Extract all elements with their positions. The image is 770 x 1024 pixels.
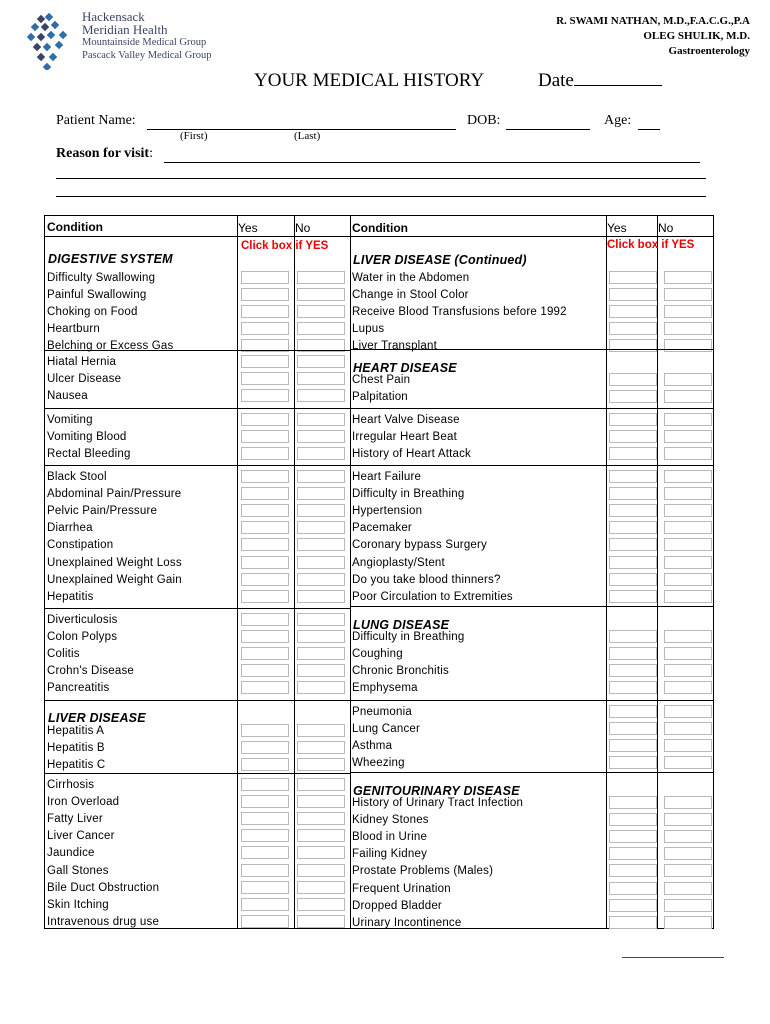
left-yes-checkbox[interactable] xyxy=(241,590,289,603)
left-condition-label: Vomiting xyxy=(47,414,93,426)
left-yes-checkbox[interactable] xyxy=(241,430,289,443)
left-yes-checkbox[interactable] xyxy=(241,355,289,368)
logo-diamond xyxy=(49,53,57,61)
right-no-checkbox[interactable] xyxy=(664,521,712,534)
right-yes-checkbox[interactable] xyxy=(609,288,657,301)
left-no-checkbox[interactable] xyxy=(297,846,345,859)
left-no-checkbox[interactable] xyxy=(297,881,345,894)
right-condition-label: Urinary Incontinence xyxy=(352,916,462,929)
divider xyxy=(237,216,238,928)
left-condition-label: Diverticulosis xyxy=(47,614,118,626)
dob-line[interactable] xyxy=(506,115,590,130)
logo-line-1: Hackensack xyxy=(82,9,145,24)
left-no-checkbox[interactable] xyxy=(297,758,345,771)
left-yes-checkbox[interactable] xyxy=(241,573,289,586)
left-yes-checkbox[interactable] xyxy=(241,630,289,643)
logo-line-2: Meridian Health xyxy=(82,22,168,37)
left-no-checkbox[interactable] xyxy=(297,413,345,426)
reason-label-text: Reason for visit xyxy=(56,146,150,161)
right-yes-checkbox[interactable] xyxy=(609,899,657,912)
right-yes-checkbox[interactable] xyxy=(609,756,657,769)
right-condition-label: Kidney Stones xyxy=(352,814,429,827)
right-yes-checkbox[interactable] xyxy=(609,847,657,860)
left-condition-label: Skin Itching xyxy=(47,898,109,911)
right-no-checkbox[interactable] xyxy=(664,390,712,403)
right-condition-label: Coronary bypass Surgery xyxy=(352,539,487,552)
right-yes-checkbox[interactable] xyxy=(609,882,657,895)
reason-line-3[interactable] xyxy=(56,196,706,197)
left-no-checkbox[interactable] xyxy=(297,864,345,877)
left-no-checkbox[interactable] xyxy=(297,630,345,643)
left-condition-label: Colitis xyxy=(47,648,80,661)
date-field[interactable] xyxy=(538,70,662,92)
divider xyxy=(350,408,713,409)
click-hint-right: Click box if YES xyxy=(607,239,695,251)
no-header-right: No xyxy=(658,221,674,235)
left-yes-checkbox[interactable] xyxy=(241,664,289,677)
right-section-title: HEART DISEASE xyxy=(353,361,457,375)
right-yes-checkbox[interactable] xyxy=(609,390,657,403)
left-condition-label: Unexplained Weight Gain xyxy=(47,573,182,586)
logo-diamond xyxy=(45,13,53,21)
left-condition-label: Vomiting Blood xyxy=(47,431,127,444)
right-condition-label: Liver Transplant xyxy=(352,340,438,353)
date-line[interactable] xyxy=(574,71,662,86)
right-yes-checkbox[interactable] xyxy=(609,538,657,551)
right-no-checkbox[interactable] xyxy=(664,556,712,569)
left-no-checkbox[interactable] xyxy=(297,795,345,808)
left-condition-label: Pancreatitis xyxy=(47,682,110,695)
left-yes-checkbox[interactable] xyxy=(241,288,289,301)
right-no-checkbox[interactable] xyxy=(664,504,712,517)
right-no-checkbox[interactable] xyxy=(664,882,712,895)
divider xyxy=(350,772,713,773)
left-no-checkbox[interactable] xyxy=(297,741,345,754)
left-yes-checkbox[interactable] xyxy=(241,487,289,500)
left-condition-label: Intravenous drug use xyxy=(47,915,160,928)
logo-line-4: Pascack Valley Medical Group xyxy=(82,50,212,61)
left-condition-label: Liver Cancer xyxy=(47,830,115,843)
right-no-checkbox[interactable] xyxy=(664,590,712,603)
right-no-checkbox[interactable] xyxy=(664,813,712,826)
right-section-title: LUNG DISEASE xyxy=(353,618,450,632)
left-yes-checkbox[interactable] xyxy=(241,271,289,284)
hospital-logo xyxy=(82,10,212,62)
right-yes-checkbox[interactable] xyxy=(609,556,657,569)
right-no-checkbox[interactable] xyxy=(664,630,712,643)
right-no-checkbox[interactable] xyxy=(664,373,712,386)
left-yes-checkbox[interactable] xyxy=(241,389,289,402)
right-no-checkbox[interactable] xyxy=(664,339,712,352)
right-yes-checkbox[interactable] xyxy=(609,722,657,735)
first-name-hint: (First) xyxy=(180,130,208,142)
right-yes-checkbox[interactable] xyxy=(609,864,657,877)
divider xyxy=(45,700,350,701)
left-condition-label: Hepatitis A xyxy=(47,725,105,737)
left-no-checkbox[interactable] xyxy=(297,322,345,335)
left-no-checkbox[interactable] xyxy=(297,647,345,660)
left-no-checkbox[interactable] xyxy=(297,521,345,534)
right-no-checkbox[interactable] xyxy=(664,430,712,443)
logo-line-3: Mountainside Medical Group xyxy=(82,37,207,48)
right-no-checkbox[interactable] xyxy=(664,487,712,500)
right-no-checkbox[interactable] xyxy=(664,847,712,860)
divider xyxy=(45,465,350,466)
right-condition-label: Wheezing xyxy=(352,757,405,770)
left-condition-label: Choking on Food xyxy=(47,306,138,319)
right-no-checkbox[interactable] xyxy=(664,739,712,752)
signature-line xyxy=(622,957,724,958)
left-yes-checkbox[interactable] xyxy=(241,864,289,877)
left-condition-label: Cirrhosis xyxy=(47,779,95,791)
right-no-checkbox[interactable] xyxy=(664,705,712,718)
logo-diamond xyxy=(27,33,35,41)
reason-label xyxy=(56,146,153,162)
logo-diamond xyxy=(37,33,45,41)
divider xyxy=(350,465,713,466)
doctor-1: R. SWAMI NATHAN, M.D.,F.A.C.G.,P.A xyxy=(556,15,750,27)
logo-diamond xyxy=(59,31,67,39)
right-yes-checkbox[interactable] xyxy=(609,813,657,826)
right-yes-checkbox[interactable] xyxy=(609,630,657,643)
left-no-checkbox[interactable] xyxy=(297,915,345,928)
patient-name-line[interactable] xyxy=(147,115,456,130)
left-condition-label: Diarrhea xyxy=(47,522,93,535)
condition-header-left: Condition xyxy=(47,220,103,234)
left-yes-checkbox[interactable] xyxy=(241,898,289,911)
right-condition-label: Emphysema xyxy=(352,682,418,695)
left-no-checkbox[interactable] xyxy=(297,681,345,694)
left-condition-label: Hepatitis B xyxy=(47,742,105,755)
divider xyxy=(350,216,351,928)
right-no-checkbox[interactable] xyxy=(664,664,712,677)
left-condition-label: Gall Stones xyxy=(47,864,109,877)
right-condition-label: Heart Failure xyxy=(352,471,422,483)
left-condition-label: Difficulty Swallowing xyxy=(47,272,156,284)
logo-diamond xyxy=(43,43,51,51)
right-condition-label: Lupus xyxy=(352,323,385,336)
last-name-hint: (Last) xyxy=(294,130,321,142)
age-line[interactable] xyxy=(638,115,660,130)
left-condition-label: Crohn's Disease xyxy=(47,665,135,678)
right-condition-label: Coughing xyxy=(352,648,403,661)
right-yes-checkbox[interactable] xyxy=(609,796,657,809)
left-yes-checkbox[interactable] xyxy=(241,470,289,483)
right-yes-checkbox[interactable] xyxy=(609,447,657,460)
left-no-checkbox[interactable] xyxy=(297,898,345,911)
reason-colon: : xyxy=(149,146,153,161)
left-condition-label: Hepatitis C xyxy=(47,759,106,772)
right-condition-label: Angioplasty/Stent xyxy=(352,556,445,569)
left-condition-label: Colon Polyps xyxy=(47,631,118,644)
right-yes-checkbox[interactable] xyxy=(609,590,657,603)
left-no-checkbox[interactable] xyxy=(297,664,345,677)
right-yes-checkbox[interactable] xyxy=(609,681,657,694)
right-condition-label: History of Urinary Tract Infection xyxy=(352,797,524,809)
left-yes-checkbox[interactable] xyxy=(241,681,289,694)
left-yes-checkbox[interactable] xyxy=(241,504,289,517)
right-no-checkbox[interactable] xyxy=(664,916,712,929)
left-condition-label: Jaundice xyxy=(47,847,95,860)
right-condition-label: Lung Cancer xyxy=(352,723,421,736)
left-yes-checkbox[interactable] xyxy=(241,915,289,928)
right-no-checkbox[interactable] xyxy=(664,470,712,483)
left-yes-checkbox[interactable] xyxy=(241,447,289,460)
left-yes-checkbox[interactable] xyxy=(241,322,289,335)
left-no-checkbox[interactable] xyxy=(297,470,345,483)
left-condition-label: Constipation xyxy=(47,539,114,552)
logo-diamond xyxy=(37,15,45,23)
left-no-checkbox[interactable] xyxy=(297,355,345,368)
left-condition-label: Painful Swallowing xyxy=(47,289,147,302)
right-condition-label: Difficulty in Breathing xyxy=(352,488,465,501)
right-yes-checkbox[interactable] xyxy=(609,413,657,426)
left-yes-checkbox[interactable] xyxy=(241,647,289,660)
right-condition-label: Irregular Heart Beat xyxy=(352,431,457,444)
right-condition-label: Change in Stool Color xyxy=(352,289,469,302)
left-section-title: DIGESTIVE SYSTEM xyxy=(48,252,173,266)
left-yes-checkbox[interactable] xyxy=(241,413,289,426)
left-yes-checkbox[interactable] xyxy=(241,778,289,791)
logo-diamond xyxy=(43,63,51,70)
right-yes-checkbox[interactable] xyxy=(609,705,657,718)
left-condition-label: Belching or Excess Gas xyxy=(47,340,174,353)
left-no-checkbox[interactable] xyxy=(297,305,345,318)
right-no-checkbox[interactable] xyxy=(664,647,712,660)
logo-diamond xyxy=(47,31,55,39)
right-condition-label: Poor Circulation to Extremities xyxy=(352,590,513,603)
right-yes-checkbox[interactable] xyxy=(609,271,657,284)
left-no-checkbox[interactable] xyxy=(297,372,345,385)
divider xyxy=(350,700,713,701)
left-yes-checkbox[interactable] xyxy=(241,758,289,771)
right-condition-label: Hypertension xyxy=(352,505,423,518)
hmh-logo-mark-icon xyxy=(24,10,74,70)
right-condition-label: Asthma xyxy=(352,740,393,753)
right-yes-checkbox[interactable] xyxy=(609,322,657,335)
divider xyxy=(45,773,350,774)
left-yes-checkbox[interactable] xyxy=(241,741,289,754)
left-no-checkbox[interactable] xyxy=(297,812,345,825)
right-no-checkbox[interactable] xyxy=(664,756,712,769)
right-no-checkbox[interactable] xyxy=(664,538,712,551)
right-yes-checkbox[interactable] xyxy=(609,504,657,517)
right-no-checkbox[interactable] xyxy=(664,413,712,426)
left-condition-label: Pelvic Pain/Pressure xyxy=(47,505,158,518)
divider xyxy=(294,216,295,928)
right-condition-label: Prostate Problems (Males) xyxy=(352,865,494,878)
right-yes-checkbox[interactable] xyxy=(609,739,657,752)
right-condition-label: Water in the Abdomen xyxy=(352,272,470,284)
right-condition-label: Chest Pain xyxy=(352,374,411,386)
right-condition-label: Failing Kidney xyxy=(352,848,428,861)
left-condition-label: Black Stool xyxy=(47,471,107,483)
divider xyxy=(45,350,350,351)
left-no-checkbox[interactable] xyxy=(297,430,345,443)
left-no-checkbox[interactable] xyxy=(297,829,345,842)
right-condition-label: Receive Blood Transfusions before 1992 xyxy=(352,306,567,319)
divider xyxy=(606,216,607,928)
logo-diamond xyxy=(37,53,45,61)
right-yes-checkbox[interactable] xyxy=(609,647,657,660)
no-header-left: No xyxy=(295,221,311,235)
divider xyxy=(45,236,713,237)
right-yes-checkbox[interactable] xyxy=(609,339,657,352)
left-yes-checkbox[interactable] xyxy=(241,724,289,737)
right-condition-label: Pneumonia xyxy=(352,706,412,718)
yes-header-left: Yes xyxy=(238,221,258,235)
reason-line-2[interactable] xyxy=(56,178,706,179)
left-yes-checkbox[interactable] xyxy=(241,846,289,859)
right-yes-checkbox[interactable] xyxy=(609,521,657,534)
right-condition-label: Frequent Urination xyxy=(352,882,451,895)
left-no-checkbox[interactable] xyxy=(297,573,345,586)
yes-header-right: Yes xyxy=(607,221,627,235)
left-condition-label: Rectal Bleeding xyxy=(47,448,131,461)
divider xyxy=(45,608,350,609)
left-no-checkbox[interactable] xyxy=(297,504,345,517)
left-yes-checkbox[interactable] xyxy=(241,521,289,534)
right-no-checkbox[interactable] xyxy=(664,288,712,301)
right-no-checkbox[interactable] xyxy=(664,322,712,335)
divider xyxy=(657,216,658,928)
right-no-checkbox[interactable] xyxy=(664,864,712,877)
logo-diamond xyxy=(41,23,49,31)
logo-diamond xyxy=(31,23,39,31)
form-title: YOUR MEDICAL HISTORY xyxy=(254,70,485,91)
right-yes-checkbox[interactable] xyxy=(609,830,657,843)
left-no-checkbox[interactable] xyxy=(297,724,345,737)
right-section-title: GENITOURINARY DISEASE xyxy=(353,784,520,798)
left-condition-label: Heartburn xyxy=(47,323,100,336)
left-no-checkbox[interactable] xyxy=(297,778,345,791)
right-condition-label: History of Heart Attack xyxy=(352,448,471,461)
right-condition-label: Palpitation xyxy=(352,391,408,404)
logo-diamond xyxy=(55,41,63,49)
right-condition-label: Heart Valve Disease xyxy=(352,414,460,426)
specialty: Gastroenterology xyxy=(668,45,750,57)
left-yes-checkbox[interactable] xyxy=(241,795,289,808)
left-no-checkbox[interactable] xyxy=(297,556,345,569)
left-yes-checkbox[interactable] xyxy=(241,881,289,894)
condition-header-right: Condition xyxy=(352,221,408,235)
left-condition-label: Ulcer Disease xyxy=(47,373,122,386)
left-condition-label: Iron Overload xyxy=(47,796,120,809)
left-yes-checkbox[interactable] xyxy=(241,812,289,825)
right-condition-label: Pacemaker xyxy=(352,522,412,535)
right-yes-checkbox[interactable] xyxy=(609,573,657,586)
left-condition-label: Nausea xyxy=(47,390,88,403)
click-hint-left: Click box if YES xyxy=(241,240,329,252)
medical-history-table xyxy=(44,215,714,929)
left-yes-checkbox[interactable] xyxy=(241,538,289,551)
divider xyxy=(350,349,713,350)
left-no-checkbox[interactable] xyxy=(297,389,345,402)
right-section-title: LIVER DISEASE (Continued) xyxy=(353,253,527,267)
right-no-checkbox[interactable] xyxy=(664,305,712,318)
dob-label: DOB: xyxy=(467,113,501,128)
left-no-checkbox[interactable] xyxy=(297,487,345,500)
left-no-checkbox[interactable] xyxy=(297,447,345,460)
right-no-checkbox[interactable] xyxy=(664,722,712,735)
left-no-checkbox[interactable] xyxy=(297,271,345,284)
left-condition-label: Hiatal Hernia xyxy=(47,356,117,368)
right-no-checkbox[interactable] xyxy=(664,271,712,284)
right-condition-label: Difficulty in Breathing xyxy=(352,631,465,643)
left-yes-checkbox[interactable] xyxy=(241,556,289,569)
reason-line-1[interactable] xyxy=(164,148,700,163)
right-no-checkbox[interactable] xyxy=(664,899,712,912)
left-yes-checkbox[interactable] xyxy=(241,305,289,318)
left-condition-label: Bile Duct Obstruction xyxy=(47,881,160,894)
right-yes-checkbox[interactable] xyxy=(609,916,657,929)
patient-name-label: Patient Name: xyxy=(56,113,136,128)
left-no-checkbox[interactable] xyxy=(297,590,345,603)
right-yes-checkbox[interactable] xyxy=(609,487,657,500)
left-no-checkbox[interactable] xyxy=(297,538,345,551)
right-yes-checkbox[interactable] xyxy=(609,430,657,443)
logo-diamond xyxy=(33,43,41,51)
left-condition-label: Fatty Liver xyxy=(47,813,103,826)
left-yes-checkbox[interactable] xyxy=(241,613,289,626)
left-yes-checkbox[interactable] xyxy=(241,829,289,842)
right-no-checkbox[interactable] xyxy=(664,447,712,460)
right-yes-checkbox[interactable] xyxy=(609,373,657,386)
left-condition-label: Unexplained Weight Loss xyxy=(47,556,182,569)
left-condition-label: Hepatitis xyxy=(47,590,94,603)
left-yes-checkbox[interactable] xyxy=(241,372,289,385)
right-condition-label: Blood in Urine xyxy=(352,831,428,844)
left-section-title: LIVER DISEASE xyxy=(48,711,146,725)
age-label: Age: xyxy=(604,113,632,128)
right-condition-label: Do you take blood thinners? xyxy=(352,573,501,586)
right-no-checkbox[interactable] xyxy=(664,796,712,809)
left-no-checkbox[interactable] xyxy=(297,613,345,626)
right-no-checkbox[interactable] xyxy=(664,830,712,843)
right-yes-checkbox[interactable] xyxy=(609,664,657,677)
right-no-checkbox[interactable] xyxy=(664,681,712,694)
date-label: Date xyxy=(538,70,574,91)
right-yes-checkbox[interactable] xyxy=(609,470,657,483)
left-no-checkbox[interactable] xyxy=(297,288,345,301)
right-no-checkbox[interactable] xyxy=(664,573,712,586)
right-yes-checkbox[interactable] xyxy=(609,305,657,318)
right-condition-label: Chronic Bronchitis xyxy=(352,665,449,678)
doctors-block xyxy=(556,14,750,59)
right-condition-label: Dropped Bladder xyxy=(352,899,442,912)
divider xyxy=(45,408,350,409)
left-condition-label: Abdominal Pain/Pressure xyxy=(47,488,182,501)
logo-diamond xyxy=(51,21,59,29)
divider xyxy=(350,606,713,607)
doctor-2: OLEG SHULIK, M.D. xyxy=(643,30,750,42)
